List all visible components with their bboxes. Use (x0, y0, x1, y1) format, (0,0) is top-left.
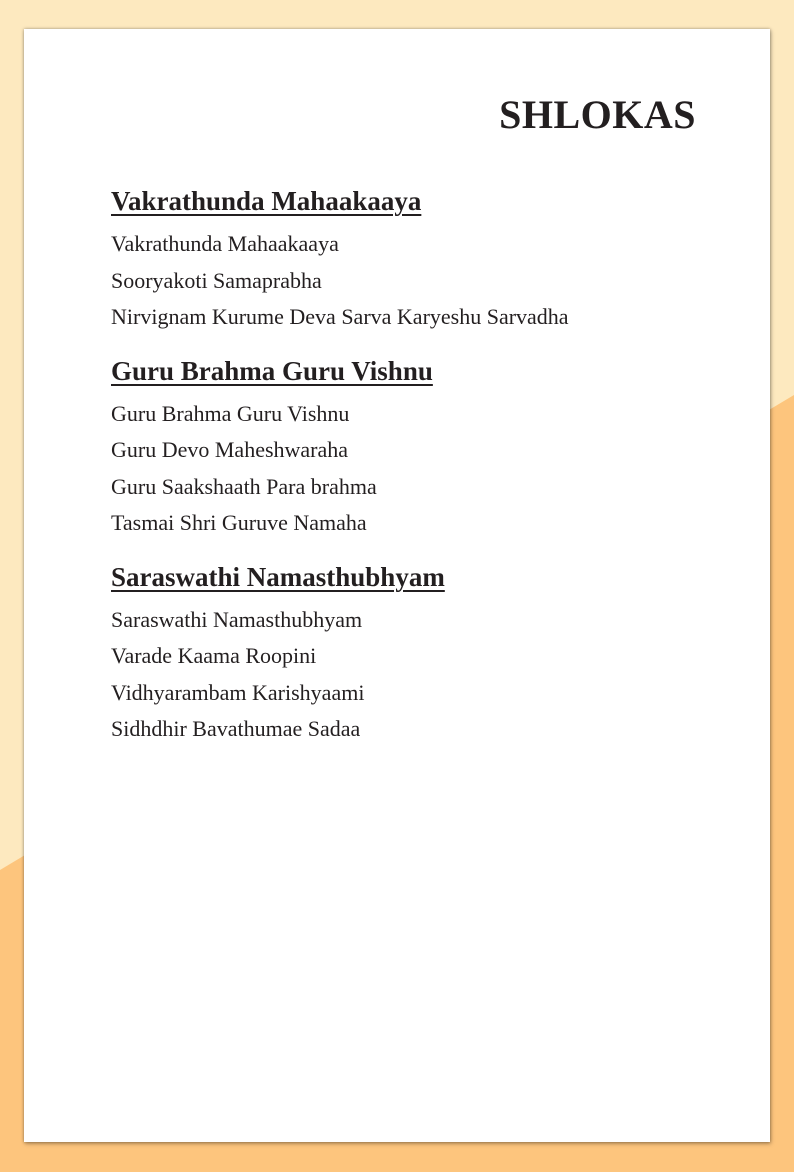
verse-line: Tasmai Shri Guruve Namaha (111, 510, 367, 535)
verse-line: Vidhyarambam Karishyaami (111, 679, 365, 705)
verse-line: Saraswathi Namasthubhyam (111, 606, 363, 632)
shloka-heading: Guru Brahma Guru Vishnu (111, 355, 433, 386)
verse-line: Sidhdhir Bavathumae Sadaa (111, 716, 361, 741)
verse-line: Guru Brahma Guru Vishnu (111, 400, 350, 426)
verse-line: Vakrathunda Mahaakaaya (111, 231, 339, 256)
verse-line: Guru Saakshaath Para brahma (111, 473, 377, 499)
verse-line: Varade Kaama Roopini (111, 643, 317, 668)
document-page (24, 29, 770, 1142)
page-title: SHLOKAS (499, 92, 696, 137)
shloka-section (111, 560, 711, 748)
verse-line: Sooryakoti Samaprabha (111, 267, 322, 293)
shloka-heading: Saraswathi Namasthubhyam (111, 561, 445, 592)
verse-line: Nirvignam Kurume Deva Sarva Karyeshu Sarvadha (111, 304, 569, 329)
shloka-heading: Vakrathunda Mahaakaaya (111, 186, 422, 216)
shloka-section (111, 184, 711, 336)
shloka-section (111, 354, 711, 542)
shloka-list (111, 184, 711, 766)
verse-line: Guru Devo Maheshwaraha (111, 437, 349, 462)
